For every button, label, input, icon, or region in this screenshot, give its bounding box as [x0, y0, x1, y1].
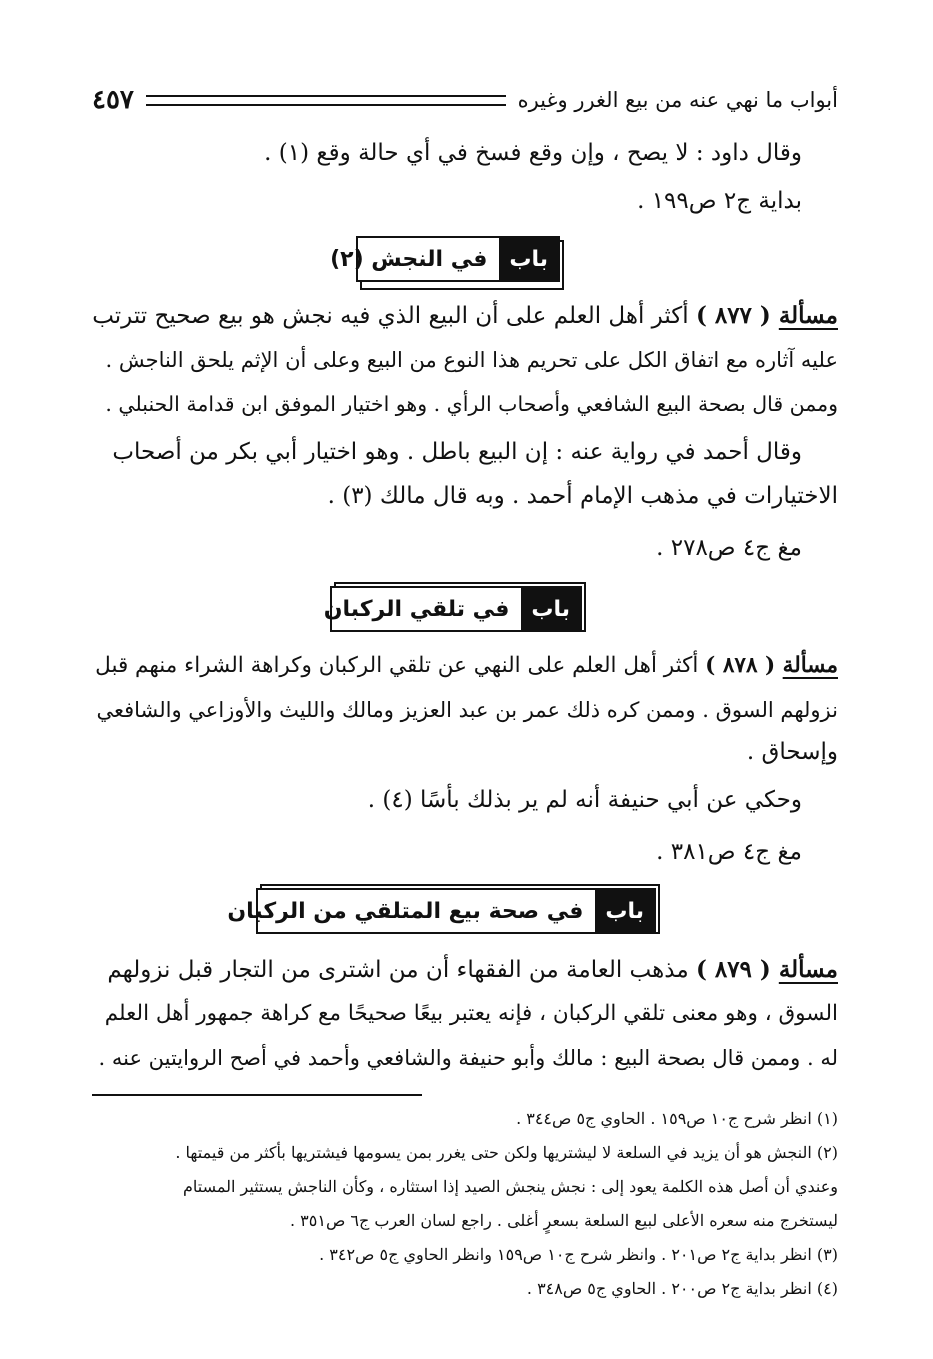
- body-line: وحكي عن أبي حنيفة أنه لم ير بذلك بأسًا (٤) .: [367, 787, 802, 813]
- footnote: (٣) انظر بداية ج٢ ص٢٠١ . وانظر شرح ج١٠ ص١٥٩ وانظر الحاوي ج٥ ص٣٤٢ .: [319, 1245, 838, 1264]
- chapter-tag: باب: [521, 588, 580, 630]
- masala-word: مسألة: [778, 956, 838, 983]
- body-line: عليه آثاره مع اتفاق الكل على تحريم هذا النوع من البيع وعلى أن الإثم يلحق الناجش .: [105, 348, 838, 372]
- masala-line: [92, 648, 838, 684]
- masala-text: أكثر أهل العلم على النهي عن تلقي الركبان وكراهة الشراء منهم قبل: [95, 653, 699, 678]
- masala-number: ( ٨٧٧ ): [695, 302, 771, 329]
- masala-text: مذهب العامة من الفقهاء أن من اشترى من التجار قبل نزولهم: [107, 957, 689, 983]
- footnote: (٢) النجش هو أن يزيد في السلعة لا ليشتريها ولكن حتى يغرر بمن يسومها فيشتريها بأكثر من قيمتها .: [175, 1143, 838, 1162]
- masala-text: أكثر أهل العلم على أن البيع الذي فيه نجش هو بيع صحيح تترتب: [92, 303, 689, 329]
- footnote-continuation: ليستخرج منه سعره الأعلى لبيع السلعة بسعرٍ أغلى . راجع لسان العرب ج٦ ص٣٥١ .: [289, 1211, 838, 1230]
- body-line: السوق ، وهو معنى تلقي الركبان ، فإنه يعتبر بيعًا صحيحًا مع كراهة جمهور أهل العلم: [104, 1001, 838, 1026]
- chapter-heading: [323, 586, 582, 632]
- chapter-tag: باب: [595, 890, 654, 932]
- masala-number: ( ٨٧٩ ): [695, 956, 771, 983]
- page-number: ٤٥٧: [92, 85, 134, 115]
- chapter-heading: [227, 888, 656, 934]
- body-line: وممن قال بصحة البيع الشافعي وأصحاب الرأي . وهو اختيار الموفق ابن قدامة الحنبلي .: [105, 392, 838, 416]
- body-line: وقال أحمد في رواية عنه : إن البيع باطل . وهو اختيار أبي بكر من أصحاب: [112, 439, 802, 465]
- body-line: بداية ج٢ ص١٩٩ .: [637, 188, 802, 214]
- source-reference: مغ ج٤ ص٢٧٨ .: [656, 535, 802, 561]
- masala-number: ( ٨٧٨ ): [705, 653, 776, 678]
- masala-line: [92, 952, 838, 988]
- chapter-heading: [330, 236, 560, 282]
- masala-word: مسألة: [782, 653, 838, 678]
- header-rule: [146, 95, 506, 106]
- body-line: وقال داود : لا يصح ، وإن وقع فسخ في أي حالة وقع (١) .: [264, 140, 802, 166]
- footnote: (١) انظر شرح ج١٠ ص١٥٩ . الحاوي ج٥ ص٣٤٤ .: [516, 1109, 838, 1128]
- source-reference: مغ ج٤ ص٣٨١ .: [656, 839, 802, 865]
- footnote: (٤) انظر بداية ج٢ ص٢٠٠ . الحاوي ج٥ ص٣٤٨ .: [526, 1279, 838, 1298]
- running-header: [92, 82, 838, 118]
- footnote-continuation: وعندي أن أصل هذه الكلمة يعود إلى : نجش ينجش الصيد إذا استثاره ، وكأن الناجش يستثير المستام: [183, 1177, 838, 1196]
- masala-label: [705, 653, 838, 678]
- masala-line: [92, 298, 838, 334]
- masala-word: مسألة: [778, 302, 838, 329]
- chapter-title: في النجش (٢): [330, 246, 488, 272]
- masala-label: [696, 302, 838, 329]
- body-line: نزولهم السوق . وممن كره ذلك عمر بن عبد العزيز ومالك والليث والأوزاعي والشافعي: [96, 698, 838, 722]
- body-line: له . وممن قال بصحة البيع : مالك وأبو حنيفة والشافعي وأحمد في أصح الروايتين عنه .: [98, 1046, 838, 1070]
- body-line: وإسحاق .: [746, 739, 838, 765]
- chapter-title: في تلقي الركبان: [323, 596, 510, 622]
- chapter-title: في صحة بيع المتلقي من الركبان: [227, 898, 584, 924]
- chapter-tag: باب: [499, 238, 558, 280]
- header-title: أبواب ما نهي عنه من بيع الغرر وغيره: [517, 88, 838, 112]
- masala-label: [696, 956, 838, 983]
- body-line: الاختيارات في مذهب الإمام أحمد . وبه قال مالك (٣) .: [327, 483, 838, 509]
- footnote-separator: [92, 1094, 422, 1096]
